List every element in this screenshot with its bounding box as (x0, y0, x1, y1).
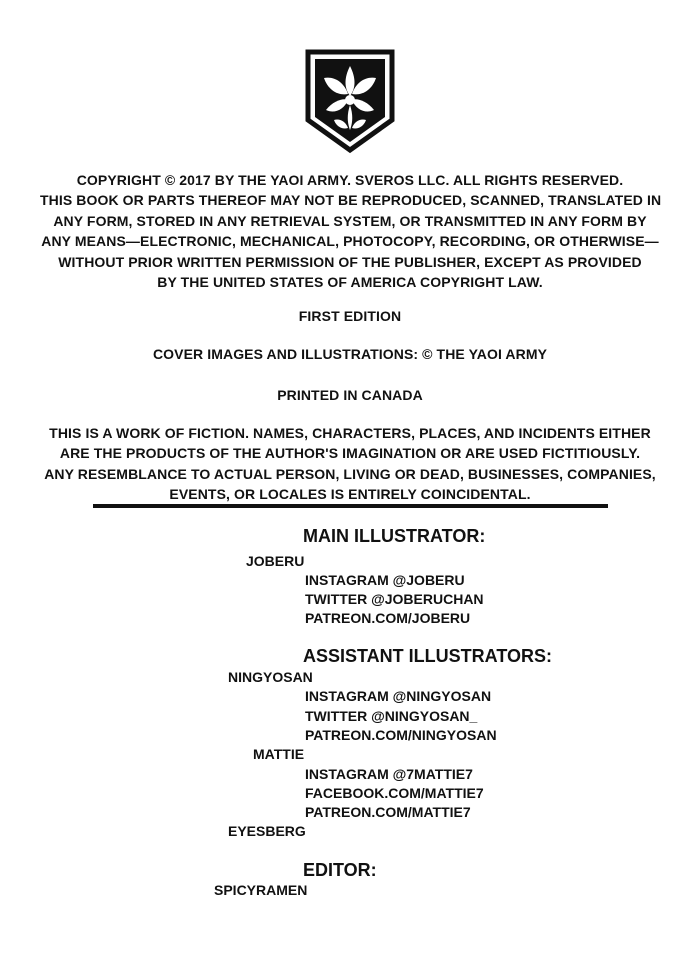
assistant2-facebook: FACEBOOK.COM/MATTIE7 (305, 785, 484, 801)
assistant-illustrators-heading: ASSISTANT ILLUSTRATORS: (303, 646, 552, 666)
copyright-line: ANY FORM, STORED IN ANY RETRIEVAL SYSTEM, OR TRANSMITTED IN ANY FORM BY (53, 212, 647, 229)
main-illustrator-instagram: INSTAGRAM @JOBERU (305, 572, 465, 588)
disclaimer-line: ANY RESEMBLANCE TO ACTUAL PERSON, LIVING OR DEAD, BUSINESSES, COMPANIES, (44, 465, 656, 482)
copyright-line: BY THE UNITED STATES OF AMERICA COPYRIGHT LAW. (157, 274, 543, 291)
main-illustrator-heading: MAIN ILLUSTRATOR: (303, 526, 486, 546)
edition-text: FIRST EDITION (298, 308, 402, 324)
disclaimer-line: ARE THE PRODUCTS OF THE AUTHOR'S IMAGINATION OR ARE USED FICTITIOUSLY. (59, 445, 641, 462)
assistant-illustrator-name: MATTIE (253, 746, 305, 762)
disclaimer-line: THIS IS A WORK OF FICTION. NAMES, CHARACTERS, PLACES, AND INCIDENTS EITHER (49, 425, 651, 441)
disclaimer-line: EVENTS, OR LOCALES IS ENTIRELY COINCIDENTAL. (169, 486, 531, 503)
section-divider (93, 504, 608, 508)
editor-heading: EDITOR: (303, 860, 377, 880)
editor-name: SPICYRAMEN (214, 882, 308, 898)
assistant1-instagram: INSTAGRAM @NINGYOSAN (305, 688, 492, 704)
printed-location-text: PRINTED IN CANADA (277, 387, 423, 403)
copyright-notice (40, 170, 660, 292)
copyright-line: COPYRIGHT © 2017 BY THE YAOI ARMY. SVEROS LLC. ALL RIGHTS RESERVED. (76, 172, 624, 188)
cover-credit-text: COVER IMAGES AND ILLUSTRATIONS: © THE YAOI ARMY (152, 346, 548, 362)
copyright-line: ANY MEANS—ELECTRONIC, MECHANICAL, PHOTOCOPY, RECORDING, OR OTHERWISE— (41, 233, 659, 250)
assistant-illustrator-name: EYESBERG (228, 823, 306, 839)
main-illustrator-patreon: PATREON.COM/JOBERU (305, 610, 471, 626)
publisher-crest-logo (304, 48, 396, 154)
main-illustrator-twitter: TWITTER @JOBERUCHAN (305, 591, 484, 607)
assistant1-twitter: TWITTER @NINGYOSAN_ (305, 708, 478, 724)
main-illustrator-name: JOBERU (246, 553, 305, 569)
assistant-illustrator-name: NINGYOSAN (228, 669, 313, 685)
fiction-disclaimer (40, 423, 660, 505)
copyright-line: THIS BOOK OR PARTS THEREOF MAY NOT BE REPRODUCED, SCANNED, TRANSLATED IN (40, 192, 662, 209)
assistant2-patreon: PATREON.COM/MATTIE7 (305, 804, 471, 820)
assistant1-patreon: PATREON.COM/NINGYOSAN (305, 727, 497, 743)
copyright-line: WITHOUT PRIOR WRITTEN PERMISSION OF THE PUBLISHER, EXCEPT AS PROVIDED (58, 253, 642, 270)
assistant2-instagram: INSTAGRAM @7MATTIE7 (305, 766, 473, 782)
